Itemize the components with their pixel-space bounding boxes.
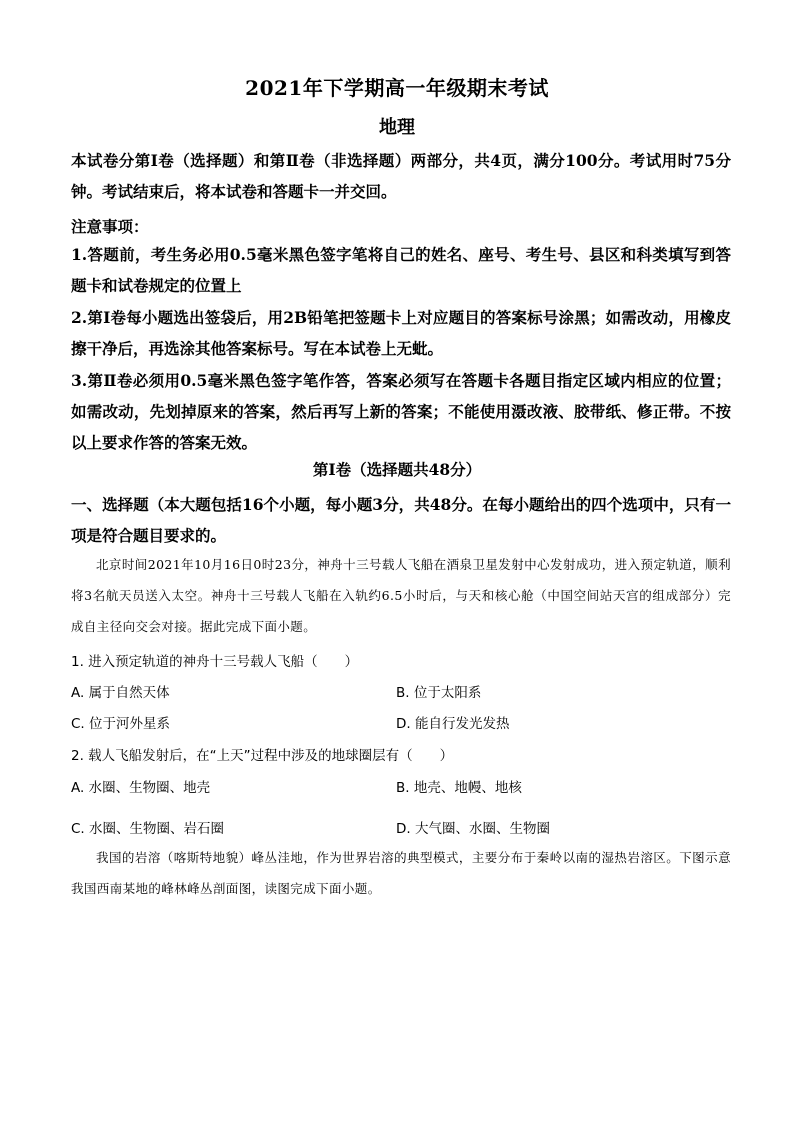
option-b: B. 位于太阳系 bbox=[396, 685, 482, 701]
section-heading: 第Ⅰ卷（选择题共48分） bbox=[312, 460, 482, 479]
note-item: 3.第Ⅱ卷必须用0.5毫米黑色签字笔作答，答案必须写在答题卡各题目指定区域内相应的位置；如需改动，先划掉原来的答案，然后再写上新的答案；不能使用滠改液、胶带纸、修正带。不按以上要求作答的答案无效。 bbox=[71, 371, 731, 452]
option-d: D. 大气圈、水圈、生物圈 bbox=[396, 821, 550, 837]
question-stem: 1. 进入预定轨道的神舟十三号载人飞船（ ） bbox=[71, 654, 359, 670]
option-d: D. 能自行发光发热 bbox=[396, 716, 510, 732]
part-one-instructions: 一、选择题（本大题包括16个小题，每小题3分，共48分。在每小题给出的四个选项中，只有一项是符合题目要求的。 bbox=[71, 495, 731, 545]
option-a: A. 属于自然天体 bbox=[71, 685, 170, 701]
option-b: B. 地壳、地幔、地核 bbox=[396, 780, 522, 796]
exam-intro: 本试卷分第Ⅰ卷（选择题）和第Ⅱ卷（非选择题）两部分，共4页，满分100分。考试用时75分钟。考试结束后，将本试卷和答题卡一并交回。 bbox=[71, 151, 731, 201]
exam-title: 2021年下学期高一年级期末考试 bbox=[245, 76, 549, 100]
exam-subject: 地理 bbox=[379, 117, 415, 138]
option-a: A. 水圈、生物圈、地壳 bbox=[71, 780, 211, 796]
note-item: 2.第Ⅰ卷每小题选出签袋后，用2B铅笔把签题卡上对应题目的答案标号涂黑；如需改动，用橡皮擦干净后，再选涂其他答案标号。写在本试卷上无蚍。 bbox=[71, 308, 731, 358]
notes-title: 注意事项： bbox=[71, 217, 149, 236]
question-stem: 2. 载人飞船发射后，在“上天”过程中涉及的地球圈层有（ ） bbox=[71, 748, 454, 764]
reading-passage: 我国的岩溶（喀斯特地貌）峰丛洼地，作为世界岩溶的典型模式，主要分布于秦岭以南的湿热岩溶区。下图示意我国西南某地的峰林峰丛剖面图，读图完成下面小题。 bbox=[71, 850, 731, 896]
option-c: C. 位于河外星系 bbox=[71, 716, 171, 732]
reading-passage: 北京时间2021年10月16日0时23分，神舟十三号载人飞船在酒泉卫星发射中心发射成功，进入预定轨道，顺利将3名航天员送入太空。神舟十三号载人飞船在入轨约6.5小时后，与天和核心舱（中国空间站天宫的组成部分）完成自主径向交会对接。据此完成下面小题。 bbox=[71, 557, 731, 634]
note-item: 1.答题前，考生务必用0.5毫米黑色签字笔将自己的姓名、座号、考生号、县区和科类填写到答题卡和试卷规定的位置上 bbox=[71, 245, 731, 295]
option-c: C. 水圈、生物圈、岩石圈 bbox=[71, 821, 225, 837]
